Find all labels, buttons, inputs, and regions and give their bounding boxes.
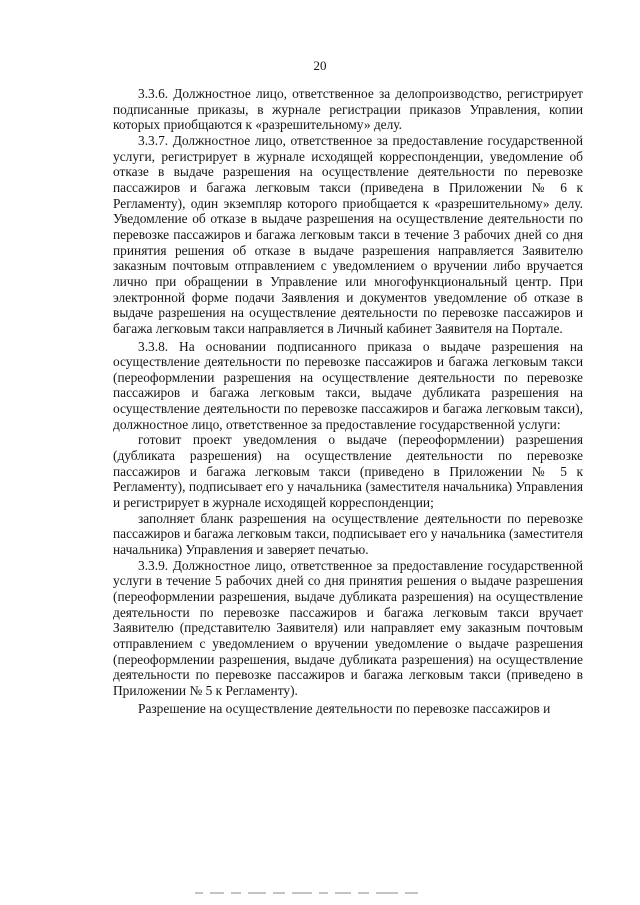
document-body (113, 86, 583, 716)
scan-artifact-line (195, 890, 445, 896)
page-number: 20 (313, 58, 327, 73)
paragraph-permit-continued: Разрешение на осуществление деятельности по перевозке пассажиров и (138, 700, 551, 716)
paragraph-3-3-9: 3.3.9. Должностное лицо, ответственное за предоставление государственной услуги в течение 5 рабочих дней со дня принятия решения о выдаче разрешения (переоформлении разрешения, выдаче дубликата разрешения) на осуществление деятельности по перевозке пассажиров и багажа легковым такси вручает Заявителю (представителю Заявителя) или направляет ему заказным почтовым отправлением с уведомлением о вручении уведомление о выдаче разрешения (переоформлении разрешения, выдаче дубликата разрешения) на осуществление деятельности по перевозке пассажиров и багажа легковым такси (приведено в Приложении № 5 к Регламенту). (113, 557, 583, 698)
paragraph-3-3-7: 3.3.7. Должностное лицо, ответственное за предоставление государственной услуги, регистрирует в журнале исходящей корреспонденции, уведомление об отказе в выдаче разрешения на осуществление деятельности по перевозке пассажиров и багажа легковым такси (приведена в Приложении № 6 к Регламенту), один экземпляр которого приобщается к «разрешительному» делу. Уведомление об отказе в выдаче разрешения на осуществление деятельности по перевозке пассажиров и багажа легковым такси в течение 3 рабочих дней со дня принятия решения об отказе в выдаче разрешения направляется Заявителю заказным почтовым отправлением с уведомлением о вручении либо вручается лично при обращении в Управление или многофункциональный центр. При электронной форме подачи Заявления и документов уведомление об отказе в выдаче разрешения на осуществление деятельности по перевозке пассажиров и багажа легковым такси направляется в Личный кабинет Заявителя на Портале. (113, 132, 583, 336)
paragraph-3-3-6: 3.3.6. Должностное лицо, ответственное за делопроизводство, регистрирует подписанные приказы, в журнале регистрации приказов Управления, копии которых приобщаются к «разрешительному» делу. (113, 86, 583, 133)
paragraph-prepares-notice: готовит проект уведомления о выдаче (переоформлении) разрешения (дубликата разрешения) на осуществление деятельности по перевозке пассажиров и багажа легковым такси (приведено в Приложении № 5 к Регламенту), подписывает его у начальника (заместителя начальника) Управления и регистрирует в журнале исходящей корреспонденции; (113, 432, 583, 511)
paragraph-fills-form: заполняет бланк разрешения на осуществление деятельности по перевозке пассажиров и багажа легковым такси, подписывает его у начальника (заместителя начальника) Управления и заверяет печатью. (113, 510, 583, 558)
paragraph-3-3-8: 3.3.8. На основании подписанного приказа о выдаче разрешения на осуществление деятельности по перевозке пассажиров и багажа легковым такси (переоформлении разрешения на осуществление деятельности по перевозке пассажиров и багажа легковым такси, выдаче дубликата разрешения на осуществление деятельности по перевозке пассажиров и багажа легковым такси), должностное лицо, ответственное за предоставление государственной услуги: (113, 338, 583, 432)
